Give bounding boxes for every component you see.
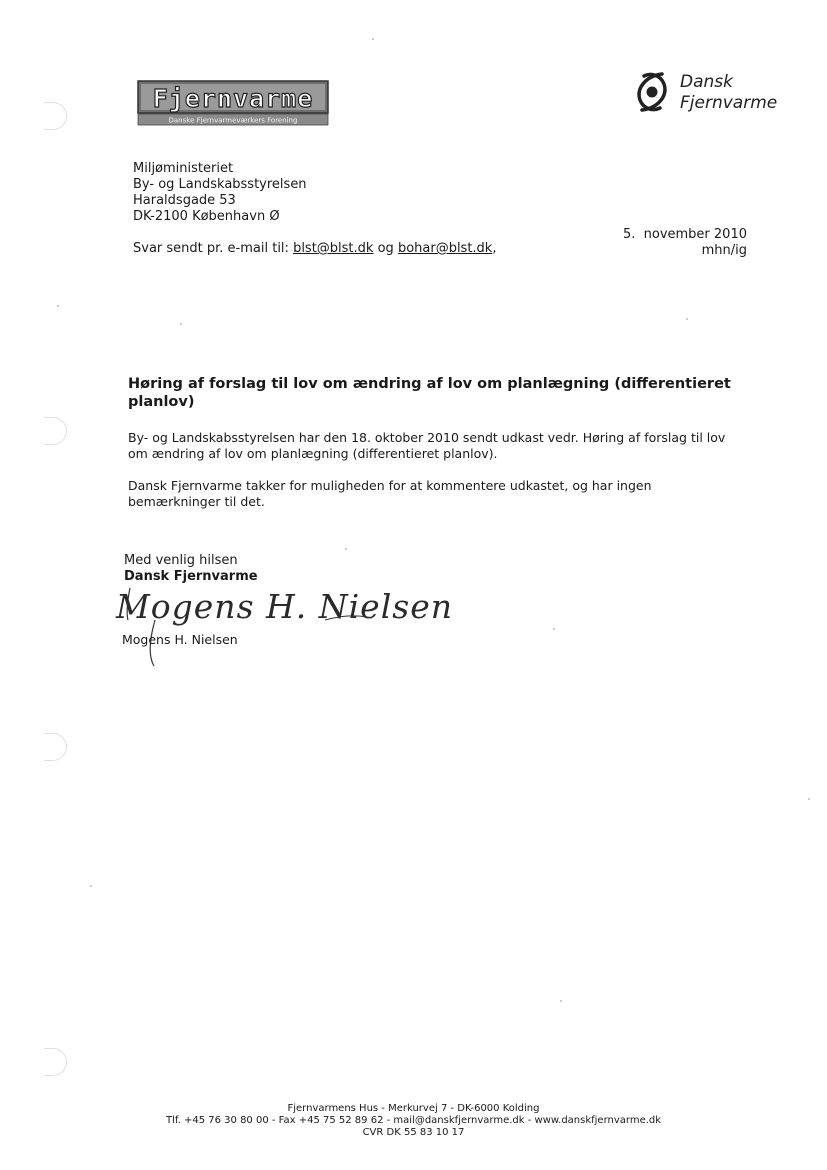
- scan-speckle: [180, 323, 182, 325]
- signer-name: Mogens H. Nielsen: [122, 632, 238, 647]
- signature-script: Mogens H. Nielsen: [116, 587, 453, 626]
- footer-cvr: CVR DK 55 83 10 17: [362, 1127, 465, 1138]
- send-to-middle: og: [373, 241, 398, 256]
- body-paragraph-2: Dansk Fjernvarme takker for muligheden for at kommentere udkastet, og har ingen bemærkninger til det.: [128, 478, 652, 509]
- email-link-bohar[interactable]: bohar@blst.dk: [397, 241, 493, 256]
- footer-contact: Tlf. +45 76 30 80 00 - Fax +45 75 52 89 62 - mail@danskfjernvarme.dk - www.danskfjernvarme.dk: [165, 1115, 662, 1126]
- email-link-blst[interactable]: blst@blst.dk: [293, 241, 374, 256]
- punch-hole-mark: [44, 102, 67, 130]
- body-paragraph-1: By- og Landskabsstyrelsen har den 18. oktober 2010 sendt udkast vedr. Høring af forslag til lov om ændring af lov om planlægning (differentieret planlov).: [128, 430, 726, 461]
- send-to-suffix: ,: [492, 241, 497, 256]
- punch-hole-mark: [44, 733, 67, 761]
- logo-right-word-1: Dansk: [680, 72, 733, 92]
- closing-organization: Dansk Fjernvarme: [124, 569, 258, 584]
- punch-hole-mark: [44, 417, 67, 445]
- footer-address: Fjernvarmens Hus - Merkurvej 7 - DK-6000 Kolding: [287, 1103, 540, 1114]
- scan-speckle: [553, 628, 555, 630]
- letter-subject: Høring af forslag til lov om ændring af lov om planlægning (differentieret planlov): [128, 376, 731, 410]
- scan-speckle: [560, 1000, 562, 1002]
- scan-speckle: [345, 548, 347, 550]
- fjernvarme-logo: [137, 80, 329, 126]
- recipient-address: [133, 161, 307, 225]
- recipient-line: DK-2100 København Ø: [133, 209, 280, 224]
- logo-left-subtext: Danske Fjernvarmeværkers Forening: [168, 116, 298, 125]
- recipient-line: Haraldsgade 53: [133, 193, 236, 208]
- send-to-line: [133, 241, 496, 256]
- scan-speckle: [372, 38, 374, 40]
- recipient-line: By- og Landskabsstyrelsen: [133, 177, 307, 192]
- swirl-icon: [632, 70, 672, 114]
- recipient-line: Miljøministeriet: [133, 161, 234, 176]
- punch-hole-mark: [44, 1048, 67, 1076]
- reference-code: mhn/ig: [701, 243, 747, 258]
- logo-left-wordmark: Fjernvarme: [152, 84, 314, 113]
- handwritten-signature: [110, 578, 453, 668]
- letter-date: 5. november 2010: [622, 227, 747, 242]
- logo-right-word-2: Fjernvarme: [680, 93, 778, 113]
- dansk-fjernvarme-logo: [632, 66, 792, 122]
- date-block: [623, 227, 747, 259]
- scan-speckle: [686, 318, 688, 320]
- scan-speckle: [90, 885, 92, 887]
- send-to-prefix: Svar sendt pr. e-mail til:: [133, 241, 294, 256]
- scan-speckle: [808, 798, 810, 800]
- letter-footer: [0, 1103, 827, 1139]
- closing-greeting: Med venlig hilsen: [124, 553, 238, 568]
- scan-speckle: [57, 305, 59, 307]
